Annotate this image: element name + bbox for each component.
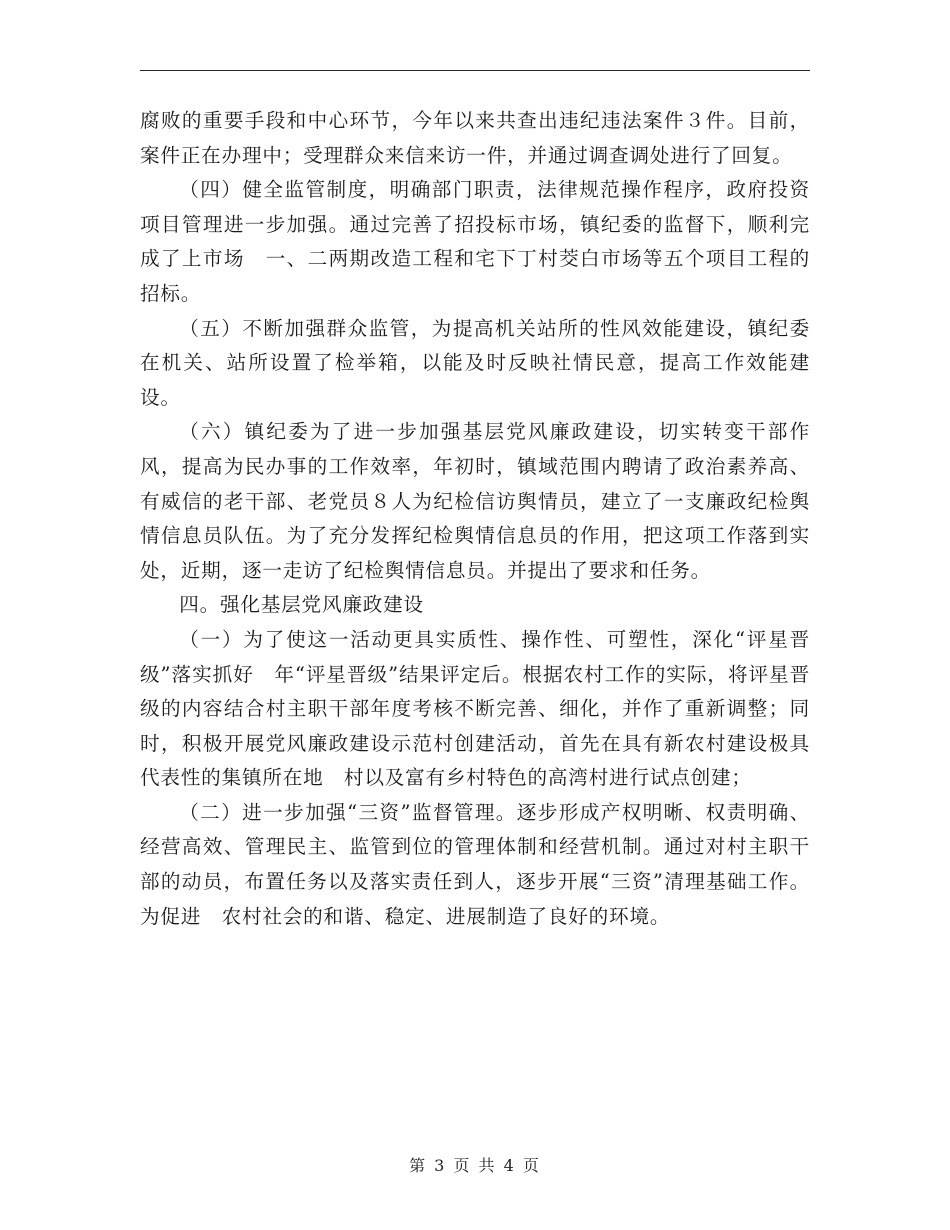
paragraph-item-five: （五）不断加强群众监管，为提高机关站所的性风效能建设，镇纪委在机关、站所设置了检举箱，以能及时反映社情民意，提高工作效能建设。 (140, 316, 810, 409)
page-number: 第 3 页 共 4 页 (409, 1156, 541, 1175)
paragraph-continuation: 腐败的重要手段和中心环节，今年以来共查出违纪违法案件３件。目前，案件正在办理中；受理群众来信来访一件，并通过调查调处进行了回复。 (140, 109, 810, 167)
paragraph-item-two: （二）进一步加强“三资”监督管理。逐步形成产权明晰、权责明确、经营高效、管理民主、监管到位的管理体制和经营机制。通过对村主职干部的动员，布置任务以及落实责任到人，逐步开展“三资”清理基础工作。为促进 农村社会的和谐、稳定、进展制造了良好的环境。 (140, 800, 810, 928)
header-divider (140, 70, 810, 71)
paragraph-item-six: （六）镇纪委为了进一步加强基层党风廉政建设，切实转变干部作风，提高为民办事的工作效率，年初时，镇域范围内聘请了政治素养高、有威信的老干部、老党员８人为纪检信访舆情员，建立了一支廉政纪检舆情信息员队伍。为了充分发挥纪检舆情信息员的作用，把这项工作落到实处，近期，逐一走访了纪检舆情信息员。并提出了要求和任务。 (140, 420, 810, 582)
document-body (140, 104, 810, 934)
paragraph-item-four: （四）健全监管制度，明确部门职责，法律规范操作程序，政府投资项目管理进一步加强。通过完善了招投标市场，镇纪委的监督下，顺利完成了上市场 一、二两期改造工程和宅下丁村茭白市场等五个项目工程的招标。 (140, 178, 810, 305)
section-heading: 四。强化基层党风廉政建设 (179, 593, 424, 617)
paragraph-item-one: （一）为了使这一活动更具实质性、操作性、可塑性，深化“评星晋级”落实抓好 年“评星晋级”结果评定后。根据农村工作的实际，将评星晋级的内容结合村主职干部年度考核不断完善、细化，并作了重新调整；同时，积极开展党风廉政建设示范村创建活动，首先在具有新农村建设极具代表性的集镇所在地 村以及富有乡村特色的高湾村进行试点创建； (140, 627, 810, 790)
